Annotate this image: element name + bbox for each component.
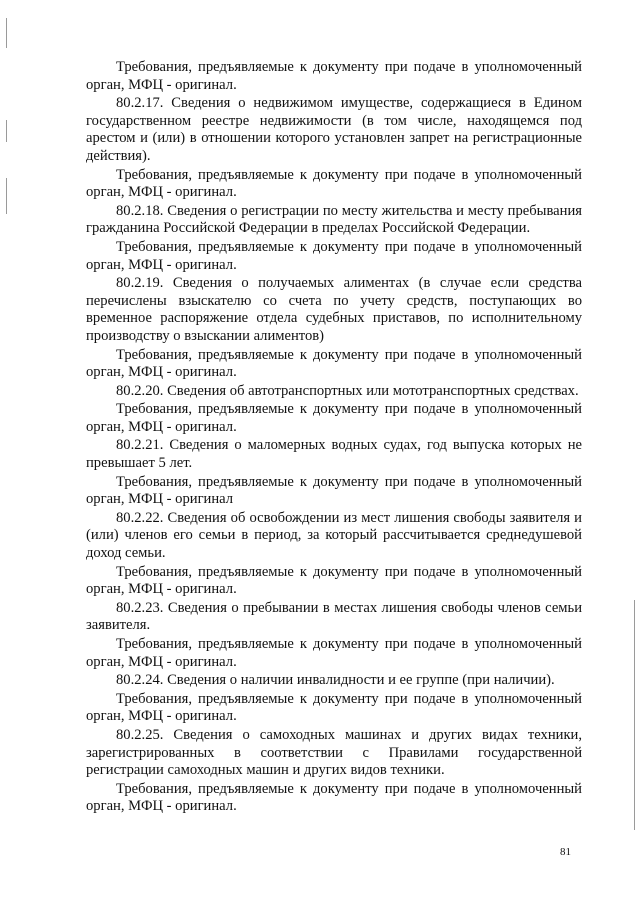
scan-edge-mark: [6, 178, 7, 214]
scan-edge-mark: [6, 18, 7, 48]
paragraph: 80.2.18. Сведения о регистрации по месту жительства и месту пребывания гражданина Российской Федерации в пределах Российской Федерации.: [86, 202, 582, 237]
paragraph: 80.2.19. Сведения о получаемых алиментах (в случае если средства перечислены взыскателю со счета по учету средств, поступающих во временное распоряжение отдела судебных приставов, по исполнительному производству о взыскании алиментов): [86, 275, 582, 344]
paragraph: 80.2.20. Сведения об автотранспортных или мототранспортных средствах.: [116, 382, 579, 399]
paragraph: 80.2.17. Сведения о недвижимом имуществе, содержащиеся в Едином государственном реестре недвижимости (в том числе, находящемся под арестом и (или) в отношении которого установлен запрет на регистрационные действия).: [86, 95, 582, 164]
paragraph: Требования, предъявляемые к документу при подаче в уполномоченный орган, МФЦ - оригинал: [86, 473, 582, 508]
paragraph: 80.2.23. Сведения о пребывании в местах лишения свободы членов семьи заявителя.: [86, 599, 582, 634]
document-body: [86, 59, 582, 817]
paragraph: 80.2.21. Сведения о маломерных водных судах, год выпуска которых не превышает 5 лет.: [86, 437, 582, 472]
paragraph: Требования, предъявляемые к документу при подаче в уполномоченный орган, МФЦ - оригинал.: [86, 690, 582, 725]
paragraph: 80.2.24. Сведения о наличии инвалидности и ее группе (при наличии).: [116, 672, 555, 689]
scan-edge-mark: [6, 120, 7, 142]
paragraph: Требования, предъявляемые к документу при подаче в уполномоченный орган, МФЦ - оригинал.: [86, 346, 582, 381]
paragraph: Требования, предъявляемые к документу при подаче в уполномоченный орган, МФЦ - оригинал.: [86, 636, 582, 670]
paragraph: Требования, предъявляемые к документу при подаче в уполномоченный орган, МФЦ - оригинал.: [86, 59, 582, 93]
paragraph: Требования, предъявляемые к документу при подаче в уполномоченный орган, МФЦ - оригинал.: [86, 563, 582, 598]
paragraph: 80.2.25. Сведения о самоходных машинах и других видах техники, зарегистрированных в соответствии с Правилами государственной регистрации самоходных машин и других видов техники.: [86, 726, 582, 779]
paragraph: 80.2.22. Сведения об освобождении из мест лишения свободы заявителя и (или) членов его семьи в период, за который рассчитывается среднедушевой доход семьи.: [86, 509, 582, 562]
page-number: 81: [560, 846, 571, 858]
paragraph: Требования, предъявляемые к документу при подаче в уполномоченный орган, МФЦ - оригинал.: [86, 401, 582, 435]
paragraph: Требования, предъявляемые к документу при подаче в уполномоченный орган, МФЦ - оригинал.: [86, 166, 582, 201]
paragraph: Требования, предъявляемые к документу при подаче в уполномоченный орган, МФЦ - оригинал.: [86, 238, 582, 273]
scan-edge-mark: [634, 600, 635, 830]
paragraph: Требования, предъявляемые к документу при подаче в уполномоченный орган, МФЦ - оригинал.: [86, 780, 582, 815]
